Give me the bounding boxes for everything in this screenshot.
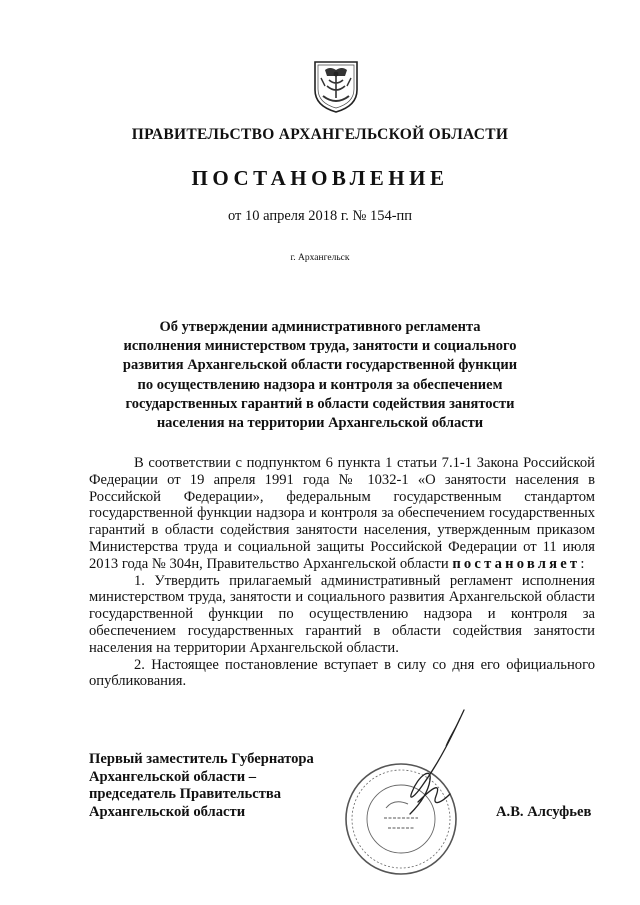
- subject-line: исполнения министерством труда, занятости и социального: [123, 338, 517, 355]
- coat-of-arms-emblem: [307, 56, 365, 114]
- subject-line: государственных гарантий в области содействия занятости: [125, 395, 515, 412]
- subject-line: Об утверждении административного регламента: [159, 319, 481, 335]
- signer-position: [89, 751, 314, 821]
- signer-position-line: Архангельской области –: [89, 768, 257, 785]
- signer-position-line: Архангельской области: [89, 803, 246, 820]
- document-date-number: от 10 апреля 2018 г. № 154-пп: [227, 208, 413, 224]
- signer-name: А.В. Алсуфьев: [496, 804, 592, 820]
- subject-line: населения на территории Архангельской области: [156, 415, 484, 432]
- document-type-title: ПОСТАНОВЛЕНИЕ: [191, 166, 449, 190]
- document-body: [89, 455, 595, 690]
- document-subject: [0, 318, 640, 433]
- government-name: ПРАВИТЕЛЬСТВО АРХАНГЕЛЬСКОЙ ОБЛАСТИ: [131, 126, 509, 143]
- handwritten-signature: [360, 706, 480, 826]
- signer-position-line: председатель Правительства: [89, 786, 282, 803]
- subject-line: развития Архангельской области государственной функции: [122, 357, 518, 374]
- document-city: г. Архангельск: [290, 253, 350, 263]
- item-2-paragraph: 2. Настоящее постановление вступает в силу со дня его официального опубликования.: [89, 656, 595, 690]
- subject-line: по осуществлению надзора и контроля за обеспечением: [137, 376, 503, 393]
- preamble-text: В соответствии с подпунктом 6 пункта 1 статьи 7.1-1 Закона Российской Федерации от 19 апреля 1991 года № 1032-1 «О занятости населения в Российской Федерации», федеральным государственным стандартом государственной функции надзора и контроля за обеспечением государственных гарантий в области содействия занятости населения, утвержденным приказом Министерства труда и социальной защиты Российской Федерации от 11 июля 2013 года № 304н, Правительство Архангельской области: [89, 455, 595, 572]
- preamble-paragraph: [89, 455, 595, 573]
- item-1-paragraph: 1. Утвердить прилагаемый административный регламент исполнения министерством труда, занятости и социального развития Архангельской области государственной функции по осуществлению надзора и контроля за обеспечением государственных гарантий в области содействия занятости населения на территории Архангельской области.: [89, 572, 595, 656]
- decree-word: постановляет: [452, 555, 581, 572]
- signer-position-line: Первый заместитель Губернатора: [89, 751, 314, 767]
- decree-colon: :: [580, 555, 585, 572]
